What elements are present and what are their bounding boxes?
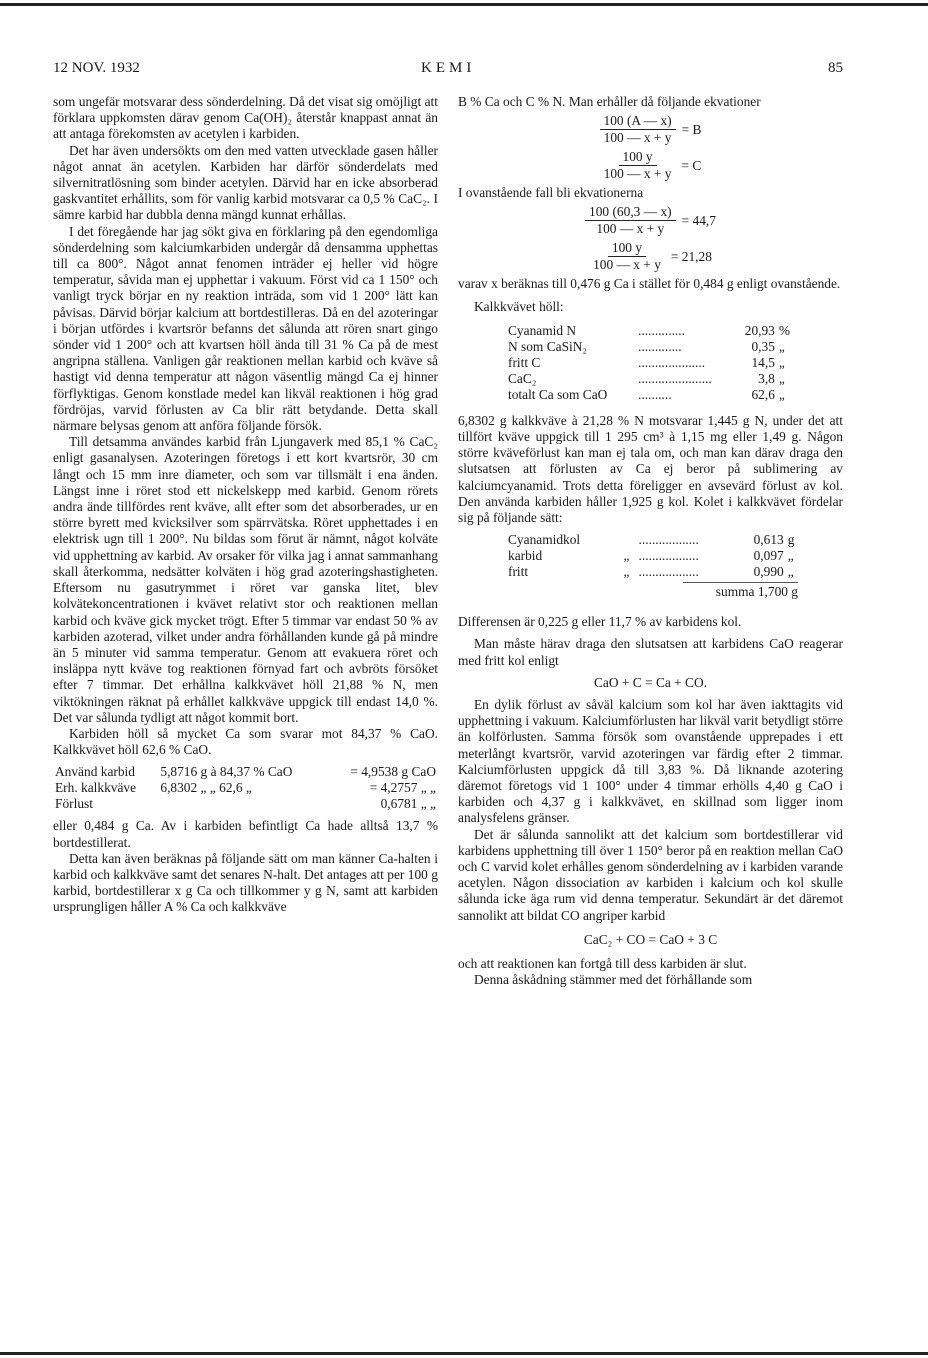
table-cell: .............: [638, 338, 682, 354]
paragraph: Karbiden höll så mycket Ca som svarar mot 84,37 % CaO. Kalkkvävet höll 62,6 % CaO.: [53, 725, 438, 758]
table-cell: „: [778, 354, 785, 370]
table-cell: fritt C: [508, 354, 541, 370]
table-cell: fritt: [508, 564, 529, 580]
table-cell: ......................: [638, 370, 712, 386]
table-cell: ..................: [638, 532, 699, 548]
table-row: [506, 532, 802, 548]
table-cell: „: [778, 386, 785, 402]
table-cell: 0,097: [753, 548, 784, 564]
paragraph: En dylik förlust av såväl kalcium som kol har även iakttagits vid upphettning i vakuum. Kalciumförlusten har likväl varit betydligt större än kolförlusten. Samma försök som ovanstående upprepades i ett meterlångt kvartsrör, varvid azoteringen var färdig efter 2 timmar. Kalciumförlusten uppgick då till 3,83 %. Då liknande azotering däremot företogs vid 1 100° under 4 timmar erhölls 4,40 g CaO i karbiden och 4,37 g i kalkkvävet, en skillnad som ligger inom analysfelens gränser.: [458, 697, 843, 826]
table-cell: 0,990: [753, 564, 784, 580]
equation: [458, 204, 843, 237]
left-column: [53, 94, 438, 916]
paragraph: och att reaktionen kan fortgå till dess karbiden är slut.: [458, 956, 747, 972]
table-row: [53, 796, 438, 812]
table-cell: ..................: [638, 564, 699, 580]
calcium-balance-table: [53, 764, 438, 812]
table-cell: ..............: [638, 322, 685, 338]
fraction-numerator: 100 (A — x): [600, 113, 676, 130]
reaction-equation: CaO + C = Ca + CO.: [593, 674, 708, 690]
journal-title: KEMI: [421, 60, 476, 76]
table-row: [506, 548, 802, 564]
table-cell: [158, 796, 327, 812]
paragraph: eller 0,484 g Ca. Av i karbiden befintligt Ca hade alltså 13,7 % bortdestillerat.: [53, 818, 438, 850]
paragraph: B % Ca och C % N. Man erhåller då följande ekvationer: [458, 94, 761, 109]
table-cell: CaC₂: [508, 370, 537, 386]
equation: [458, 240, 843, 273]
table-cell: ....................: [638, 354, 706, 370]
carbon-distribution-table: [506, 532, 802, 580]
table-cell: 5,8716 g à 84,37 % CaO: [160, 764, 293, 780]
paragraph: Kalkkvävet höll:: [474, 298, 564, 314]
right-column: [458, 94, 843, 989]
table-cell: 6,8302 „ „ 62,6 „: [160, 780, 252, 796]
table-cell: Cyanamidkol: [508, 532, 581, 548]
paragraph: Denna åskådning stämmer med det förhållande som: [474, 972, 753, 988]
table-row: [506, 323, 796, 339]
reaction-equation: CaC₂ + CO = CaO + 3 C: [583, 931, 718, 947]
fraction-numerator: 100 (60,3 — x): [585, 204, 676, 221]
table-cell: „: [623, 564, 630, 580]
paragraph: I ovanstående fall bli ekvationerna: [458, 185, 644, 201]
table-cell: „: [778, 338, 785, 354]
table-cell: 0,6781 „ „: [380, 796, 436, 812]
top-rule: [0, 3, 928, 6]
table-cell: N som CaSiN₂: [508, 338, 588, 354]
equation-rhs: = C: [681, 157, 702, 173]
table-cell: = 4,9538 g CaO: [350, 764, 436, 780]
table-row: [506, 355, 796, 371]
table-cell: Förlust: [55, 796, 93, 812]
table-row: [53, 764, 438, 780]
paragraph: Man måste härav draga den slutsatsen att karbidens CaO reagerar med fritt kol enligt: [458, 636, 843, 668]
table-cell: „: [787, 548, 794, 564]
paragraph: Det har även undersökts om den med vatten utvecklade gasen håller något annat än acetylen. Karbiden har därför sönderdelats med silvernitratlösning som binder acetylen. Därvid har en icke absorberad gaskvantitet erhållits, som för vanlig karbid motsvarar ca 0,5 % CaC₂. I sämre karbid har dubbla denna mängd kunnat erhållas.: [53, 142, 438, 223]
table-cell: karbid: [508, 548, 543, 564]
table-cell: Erh. kalkkväve: [55, 780, 137, 796]
paragraph: Differensen är 0,225 g eller 11,7 % av karbidens kol.: [458, 614, 742, 630]
page-header: [53, 60, 843, 82]
paragraph: varav x beräknas till 0,476 g Ca i stället för 0,484 g enligt ovanstående.: [458, 276, 841, 292]
fraction-denominator: 100 — x + y: [596, 221, 665, 237]
table-cell: „: [787, 564, 794, 580]
table-cell: g: [787, 532, 795, 548]
table-row: [506, 371, 796, 387]
table-row: [506, 339, 796, 355]
equation-rhs: = 44,7: [681, 212, 716, 228]
fraction-denominator: 100 — x + y: [603, 130, 672, 146]
fraction-denominator: 100 — x + y: [603, 166, 672, 182]
table-cell: ..................: [638, 548, 699, 564]
issue-date: 12 NOV. 1932: [53, 60, 140, 76]
equation-rhs: = B: [681, 121, 702, 137]
table-cell: = 4,2757 „ „: [369, 780, 436, 796]
paragraph: 6,8302 g kalkkväve à 21,28 % N motsvarar 1,445 g N, under det att tillfört kväve uppgick till 1 295 cm³ à 1,15 mg eller 1,49 g. Någon större kväveförlust kan man ej tala om, och man kan därav draga den slutsatsen att förlusten av Ca ej beror på sublimering av kalciumcyanamid. Trots detta föreligger en avsevärd förlust av kol. Den använda karbiden håller 1,925 g kol. Kolet i kalkkvävet fördelar sig på följande sätt:: [458, 412, 843, 526]
fraction-numerator: 100 y: [619, 149, 657, 166]
equation: [458, 113, 843, 146]
paragraph: I det föregående har jag sökt giva en förklaring på den egendomliga sönderdelning som kalciumkarbiden undergår då densamma upphettas till ca 800°. Något annat fenomen inträder ej heller vid högre temperatur, såvida man ej upphettar i vakuum. Först vid ca 1 150° och vanligt tryck börjar en ny reaktion inträda, som vid 1 200° lätt kan påvisas. Därvid börjar kalcium att bortdestilleras. Då en del azoteringar i början utfördes i kvartsrör befanns det sålunda att rören snart gingo sönder vid 1 200° och att kvartsen höll ända till 31 % Ca på de mest angripna ställena. Vanligen går reaktionen mellan karbid och kväve så hastigt vid denna temperatur att någon väsentlig mängd Ca ej hinner förflyktigas. Genom konstlade medel kan likväl reaktionen i hög grad fördröjas, varvid förlusten av Ca blir rätt betydande. Detta skall närmare belysas genom att anföra följande försök.: [53, 223, 438, 434]
table-cell: ..........: [638, 386, 672, 402]
table-cell: %: [778, 322, 791, 338]
table-cell: Använd karbid: [55, 764, 135, 780]
table-cell: totalt Ca som CaO: [508, 386, 608, 402]
table-cell: 14,5: [751, 354, 775, 370]
paragraph: Detta kan även beräknas på följande sätt om man känner Ca-halten i karbid och kalkkväve samt det senares N-halt. Det antages att per 100 g karbid, bortdestillerar x g Ca och tillkommer y g N, samt att karbiden ursprungligen håller A % Ca och kalkkväve: [53, 850, 438, 915]
bottom-rule: [0, 1352, 928, 1355]
composition-table: [506, 323, 796, 403]
table-cell: 20,93: [744, 322, 775, 338]
table-sum: summa 1,700 g: [683, 582, 798, 600]
table-row: [506, 387, 796, 403]
fraction-numerator: 100 y: [608, 240, 646, 257]
fraction-denominator: 100 — x + y: [593, 257, 661, 273]
table-cell: „: [623, 548, 630, 564]
table-cell: 0,35: [751, 338, 775, 354]
paragraph: som ungefär motsvarar dess sönderdelning. Då det visat sig omöjligt att förklara uppkomsten därav genom Ca(OH)₂ återstår knappast annat än att antaga förekomsten av acetylen i karbiden.: [53, 94, 438, 142]
table-cell: [621, 532, 636, 548]
paragraph: Till detsamma användes karbid från Ljungaverk med 85,1 % CaC₂ enligt gasanalysen. Azoteringen företogs i ett kort kvartsrör, 30 cm långt och 15 mm inre diameter, och som var tillsmält i ena änden. Längst inne i röret stod ett nickelskepp med karbid. Genom rörets andra ände tillfördes rent kväve, allt efter som det absorberades, ur en större byrett med kvicksilver som spärrvätska. Röret upphettades i en elektrisk ugn till 1 200°. Nu bildas som förut är nämnt, något kolväte vid upphettning av karbid. Av orsaker för vilka jag i annat sammanhang skall återkomma, nedsätter kolväten i hög grad azoteringshastigheten. Eftersom nu gasutrymmet i röret var ganska litet, blev kolvätekoncentrationen i kvävet relativt stor och reaktionen mellan karbid och kväve gick mycket trögt. Efter 5 timmar var endast 50 % av karbiden azoterad, vilket under andra förhållanden kunde gå på mindre än 5 minuter vid samma temperatur. Genom att evakuera röret och insläppa nytt kväve tog reaktionen förnyad fart och avbröts försöket efter 7 timmar. Det erhållna kalkkvävet höll 21,88 % N, men viktökningen räknat på erhållet kalkkväve uppgick till endast 14,0 %. Det var sålunda tydligt att något kommit bort.: [53, 434, 438, 725]
equation: [458, 149, 843, 182]
page-number: 85: [828, 60, 843, 76]
table-cell: 0,613: [753, 532, 784, 548]
table-row: [506, 564, 802, 580]
table-cell: 62,6: [751, 386, 775, 402]
paragraph: Det är sålunda sannolikt att det kalcium som bortdestillerar vid karbidens upphettning till över 1 150° beror på en reaktion mellan CaO och C varvid kolet erhålles genom sönderdelning av i karbiden varande acetylen. Någon dissociation av karbiden i kalcium och kol skulle sålunda icke äga rum vid denna temperatur. Sekundärt är det däremot sannolikt att bildat CO angriper karbid: [458, 826, 843, 923]
table-row: [53, 780, 438, 796]
table-cell: Cyanamid N: [508, 322, 577, 338]
equation-rhs: = 21,28: [670, 248, 712, 264]
table-cell: „: [778, 370, 785, 386]
table-cell: 3,8: [758, 370, 775, 386]
